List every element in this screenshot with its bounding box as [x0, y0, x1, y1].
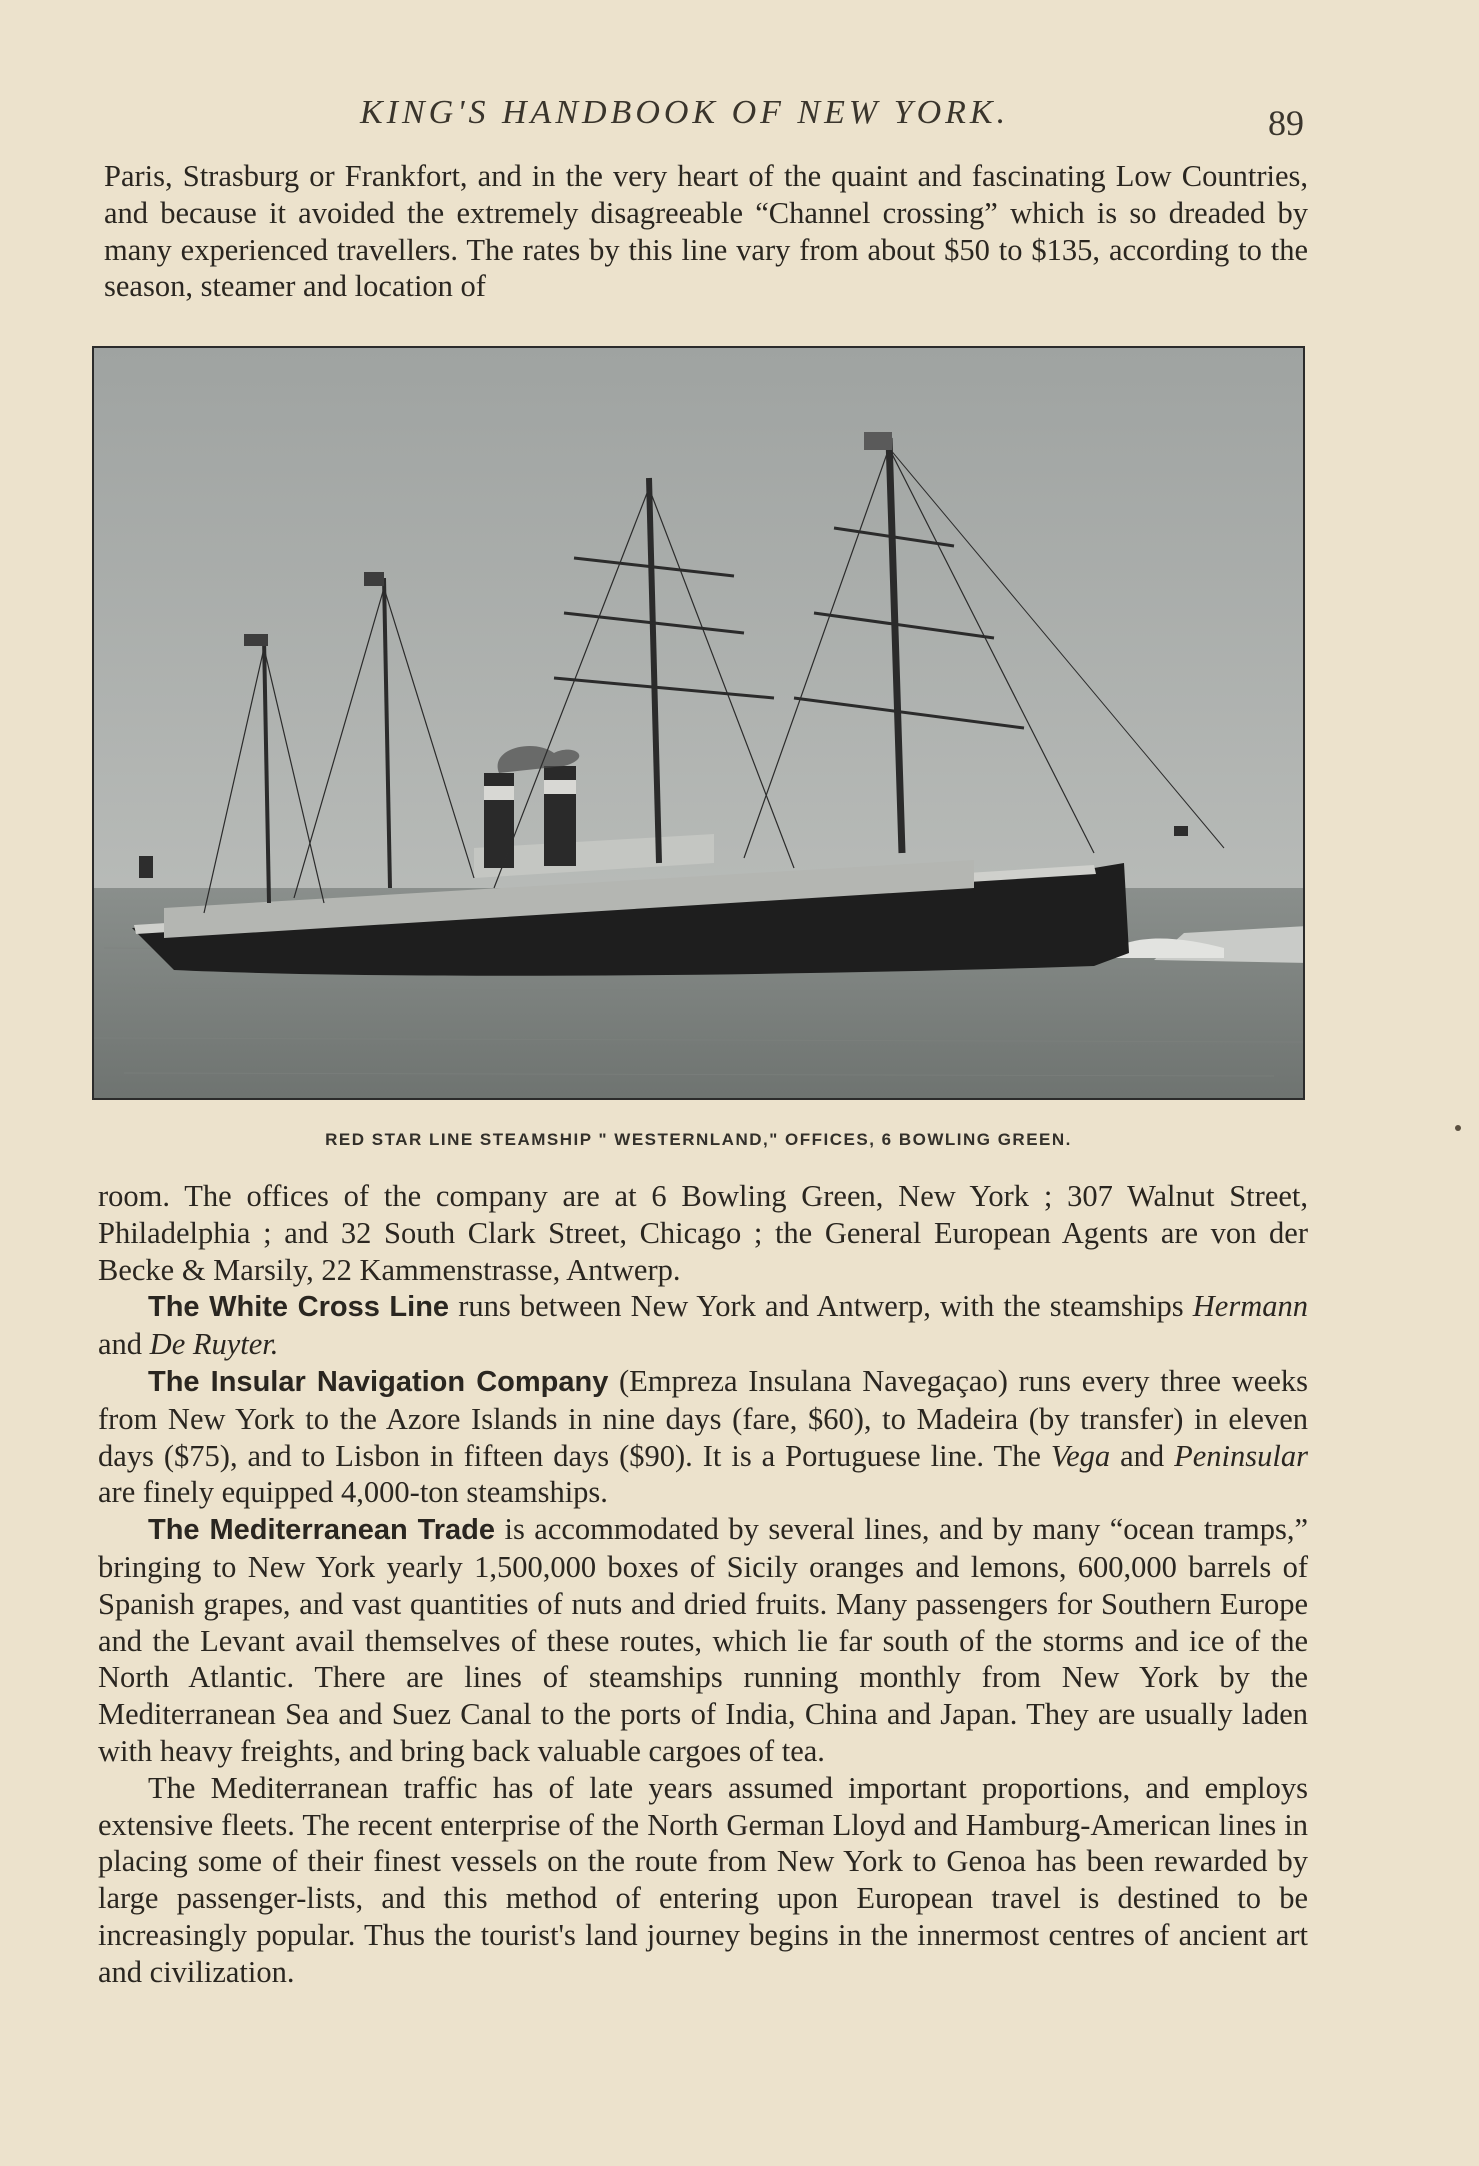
- top-paragraph-block: [104, 158, 1308, 305]
- margin-mark: [1455, 1125, 1461, 1131]
- ship-name: Hermann: [1192, 1289, 1308, 1324]
- top-paragraph: Paris, Strasburg or Frankfort, and in the very heart of the quaint and fascinating Low Countries, and because it avoided the extremely disagreeable “Channel crossing” which is so dreaded by many experienced travellers. The rates by this line vary from about $50 to $135, according to the season, steamer and location of: [104, 159, 1308, 304]
- lead-white-cross-line: The White Cross Line: [148, 1291, 450, 1324]
- body-text: [98, 1178, 1308, 1991]
- paragraph-offices: room. The offices of the company are at 6 Bowling Green, New York ; 307 Walnut Street, Philadelphia ; and 32 South Clark Street, Chicago ; the General European Agents are von der Becke & Marsily, 22 Kammenstrasse, Antwerp.: [98, 1179, 1308, 1287]
- figure-caption: RED STAR LINE STEAMSHIP " WESTERNLAND," OFFICES, 6 BOWLING GREEN.: [325, 1130, 1072, 1149]
- foremast-flag: [864, 432, 892, 450]
- ship-name: Vega: [1050, 1438, 1111, 1473]
- ship-name: De Ruyter.: [149, 1327, 279, 1362]
- ship-name: Peninsular: [1174, 1438, 1308, 1473]
- bow-pennant: [1174, 826, 1188, 836]
- stern-ensign: [139, 856, 153, 878]
- lead-mediterranean-trade: The Mediterranean Trade: [148, 1514, 495, 1547]
- paragraph-mediterranean-traffic: The Mediterranean traffic has of late years assumed important proportions, and employs extensive fleets. The recent enterprise of the North German Lloyd and Hamburg-American lines in placing some of their finest vessels on the route from New York to Genoa has been rewarded by large passenger-lists, and this method of entering upon European travel is destined to be increasingly popular. Thus the tourist's land journey begins in the innermost centres of ancient art and civilization.: [98, 1770, 1308, 1989]
- lead-insular-navigation: The Insular Navigation Company: [148, 1365, 609, 1398]
- running-title: KING'S HANDBOOK OF NEW YORK.: [360, 94, 1010, 131]
- paragraph-white-cross-line: The White Cross Line runs between New York and Antwerp, with the steamships Hermann and De Ruyter.: [98, 1289, 1308, 1362]
- page-number: 89: [1268, 103, 1304, 143]
- paragraph-insular-navigation: The Insular Navigation Company (Empreza Insulana Navegaçao) runs every three weeks from New York to the Azore Islands in nine days (fare, $60), to Madeira (by transfer) in eleven days ($75), and to Lisbon in fifteen days ($90). It is a Portuguese line. The Vega and Peninsular are finely equipped 4,000-ton steamships.: [98, 1363, 1308, 1510]
- paragraph-mediterranean-trade: The Mediterranean Trade is accommodated by several lines, and by many “ocean tramps,” bringing to New York yearly 1,500,000 boxes of Sicily oranges and lemons, 600,000 barrels of Spanish grapes, and vast quantities of nuts and dried fruits. Many passengers for Southern Europe and the Levant avail themselves of these routes, which lie far south of the storms and ice of the North Atlantic. There are lines of steamships running monthly from New York by the Mediterranean Sea and Suez Canal to the ports of India, China and Japan. They are usually laden with heavy freights, and bring back valuable cargoes of tea.: [98, 1512, 1308, 1768]
- page-header: [0, 88, 1479, 148]
- steamship-illustration: [92, 346, 1305, 1100]
- stern-mast-flag: [244, 634, 268, 646]
- steamship-engraving: [94, 348, 1305, 1100]
- mizzen-flag: [364, 572, 384, 586]
